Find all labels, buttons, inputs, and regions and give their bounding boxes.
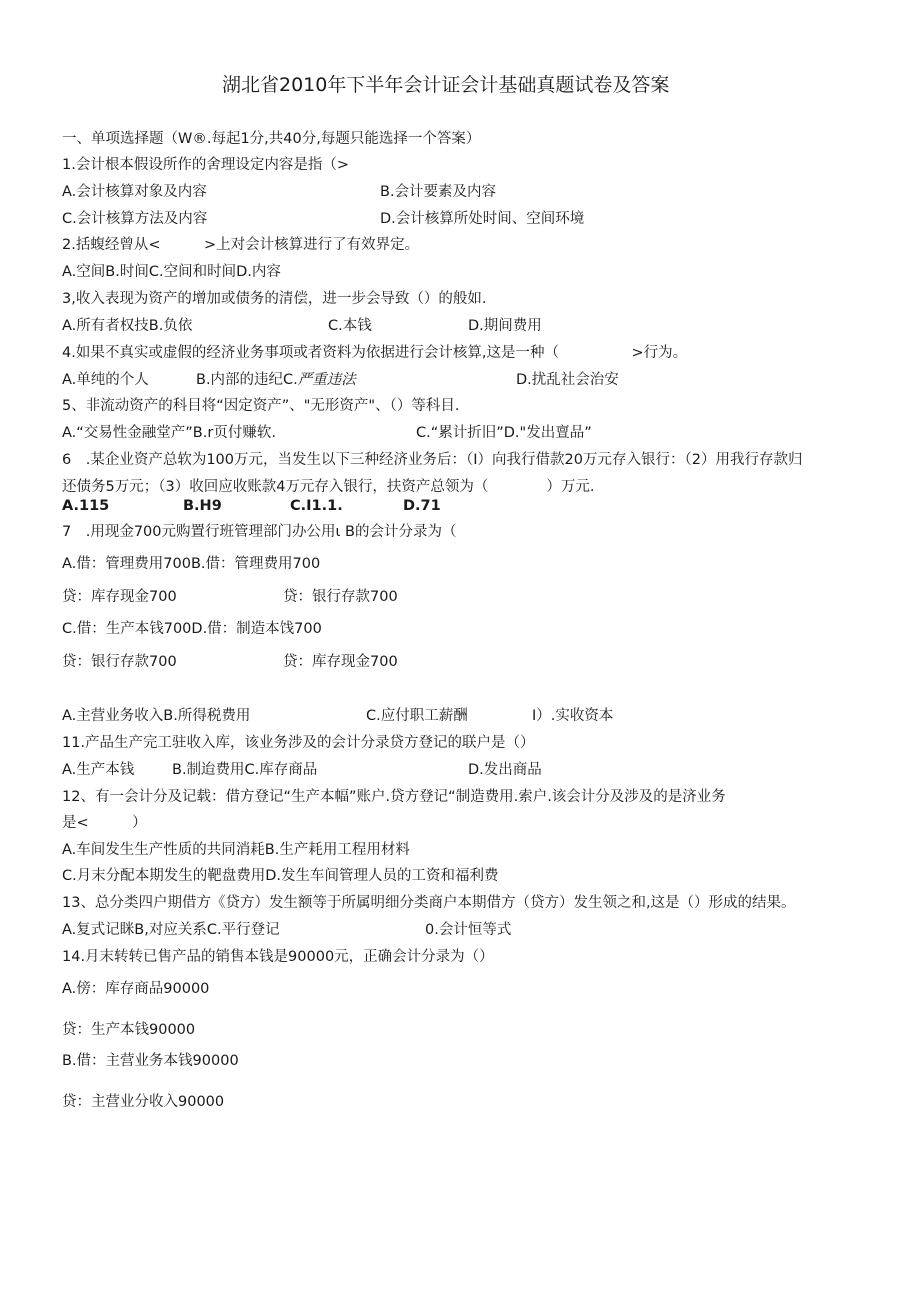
q3-option-d: D.期间费用 bbox=[468, 318, 542, 334]
q7-option-d-credit: 贷：库存现金700 bbox=[283, 654, 398, 670]
q14-option-b-debit: B.借：主营业务本钱90000 bbox=[62, 1053, 239, 1069]
q4-option-c-italic: 严重违法 bbox=[297, 372, 356, 388]
q13-option-abc: A.复式记眯B,对应关系C.平行登记 bbox=[62, 922, 280, 938]
q14-stem: 14.月末转转已售产品的销售本钱是90000元，正确会计分录为（） bbox=[62, 949, 494, 965]
q5-option-ab: A.“交易性金融堂产”B.r页付赚软. bbox=[62, 425, 276, 441]
section-heading: 一、单项选择题（W®.每起1分,共40分,每题只能选择一个答案） bbox=[62, 131, 481, 147]
q4-option-bc bbox=[196, 372, 356, 389]
q7-option-cd-debit: C.借：生产本钱700D.借：制造本饯700 bbox=[62, 621, 322, 637]
q1-option-b: B.会计要素及内容 bbox=[380, 184, 497, 200]
q3-option-c: C.本钱 bbox=[328, 318, 372, 334]
q14-option-a-credit: 贷：生产本钱90000 bbox=[62, 1022, 196, 1038]
q13-option-d: 0.会计恒等式 bbox=[425, 922, 512, 938]
q1-option-d: D.会计核算所处时间、空间环境 bbox=[380, 211, 585, 227]
q6-option-a: A.115 bbox=[62, 498, 110, 514]
q6-option-b: B.H9 bbox=[183, 498, 222, 514]
q6-stem-line2: 还债务5万元；（3）收回应收账款4万元存入银行，扶资产总领为（ ）万元. bbox=[62, 479, 595, 495]
q1-option-a: A.会计核算对象及内容 bbox=[62, 184, 207, 200]
q13-stem: 13、总分类四户期借方《贷方）发生额等于所属明细分类商户本期借方（贷方）发生领之和,这是（）形成的结果。 bbox=[62, 895, 796, 911]
q4-stem: 4.如果不真实或虚假的经济业务事项或者资料为依据进行会计核算,这是一种（ >行为。 bbox=[62, 345, 688, 361]
q11-stem: 11.产品生产完工驻收入库，该业务涉及的会计分录贷方登记的联户是（） bbox=[62, 735, 535, 751]
q14-option-a-debit: A.傍：库存商品90000 bbox=[62, 981, 210, 997]
q4-option-a: A.单纯的个人 bbox=[62, 372, 149, 388]
q6-stem-line1: 6 .某企业资产总软为100万元，当发生以下三种经济业务后：（I）向我行借款20万元存入银行：（2）用我行存款归 bbox=[62, 452, 803, 468]
q1-stem: 1.会计根本假设所作的舍理设定内容是指（> bbox=[62, 157, 349, 173]
q1-option-c: C.会计核算方法及内容 bbox=[62, 211, 208, 227]
q2-stem: 2.括蝮经曾从< >上对会计核算进行了有效界定。 bbox=[62, 237, 420, 253]
q3-option-ab: A.所有者权技B.负依 bbox=[62, 318, 193, 334]
q12-stem-line2: 是< ） bbox=[62, 815, 147, 831]
q5-option-cd: C.“累计折旧”D."发出亶品” bbox=[416, 425, 592, 441]
q6-option-d: D.71 bbox=[403, 498, 441, 514]
q7-option-b-credit: 贷：银行存款700 bbox=[283, 589, 398, 605]
page-title: 湖北省2010年下半年会计证会计基础真题试卷及答案 bbox=[222, 74, 670, 96]
q5-stem: 5、非流动资产的科目将“因定资产”、"无形资产"、（）等科目. bbox=[62, 398, 460, 414]
q4-option-bc-text: B.内部的违纪C. bbox=[196, 372, 298, 388]
q7-option-c-credit: 贷：银行存款700 bbox=[62, 654, 177, 670]
q10-option-d: I）.实收资本 bbox=[532, 708, 614, 724]
q12-option-cd: C.月末分配本期发生的靶盘费用D.发生车间管理人员的工资和福利费 bbox=[62, 868, 499, 884]
q10-option-c: C.应付职工薪酬 bbox=[366, 708, 468, 724]
q2-options: A.空间B.时间C.空间和时间D.内容 bbox=[62, 264, 281, 280]
q11-option-a: A.生产本钱 bbox=[62, 762, 135, 778]
q11-option-d: D.发出商品 bbox=[468, 762, 542, 778]
q7-option-a-credit: 贷：库存现金700 bbox=[62, 589, 177, 605]
q14-option-b-credit: 贷：主营业分收入90000 bbox=[62, 1094, 225, 1110]
q10-option-ab: A.主营业务收入B.所得税费用 bbox=[62, 708, 251, 724]
q7-option-ab-debit: A.借：管理费用700B.借：管理费用700 bbox=[62, 556, 321, 572]
q12-option-ab: A.车间发生生产性质的共同消耗B.生产耗用工程用材料 bbox=[62, 842, 410, 858]
q3-stem: 3,收入表现为资产的增加或债务的清偿，进一步会导致（）的般如. bbox=[62, 291, 487, 307]
q12-stem-line1: 12、有一会计分及记载：借方登记“生产本幅”账户.贷方登记“制造费用.索户.该会计分及涉及的是济业务 bbox=[62, 789, 726, 805]
q7-stem: 7 .用现金700元购置行班管理部门办公用ι B的会计分录为（ bbox=[62, 524, 457, 540]
q6-option-c: C.I1.1. bbox=[290, 498, 343, 514]
q4-option-d: D.扰乱社会治安 bbox=[516, 372, 619, 388]
q11-option-bc: B.制迨费用C.库存商品 bbox=[172, 762, 318, 778]
